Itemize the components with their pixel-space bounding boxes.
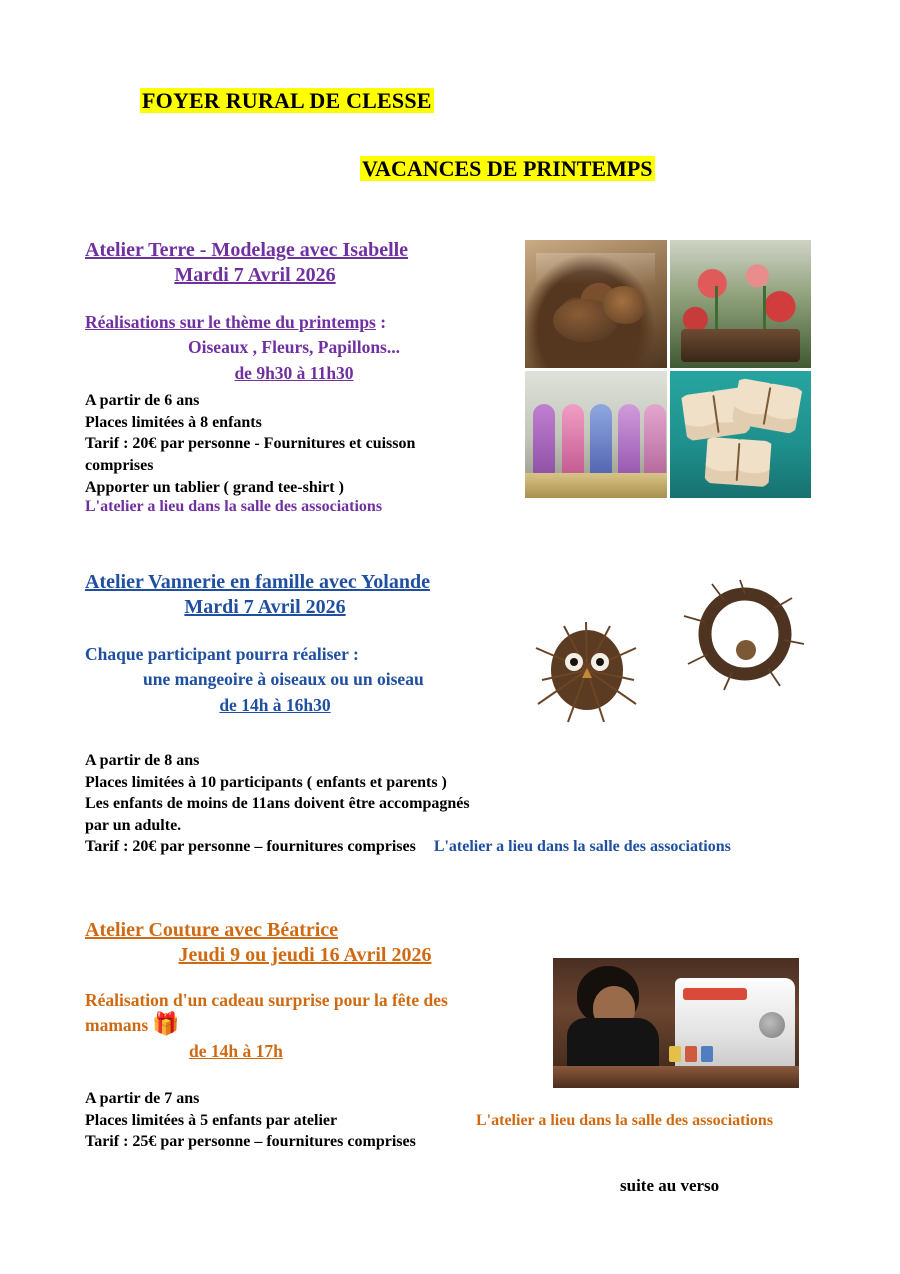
workshop-theme-label-2: mamans: [85, 1015, 149, 1036]
workshop-theme-row-2: [85, 1013, 555, 1038]
workshop-title: Atelier Couture avec Béatrice: [85, 919, 339, 941]
workshop-couture: [85, 918, 555, 1064]
workshop-terre-modelage: [85, 238, 505, 516]
workshop-location-note: L'atelier a lieu dans la salle des associations: [85, 498, 383, 516]
workshop-couture-location: [476, 1112, 773, 1130]
workshop-detail-line: Places limitées à 5 enfants par atelier: [85, 1111, 338, 1129]
workshop-detail-line: Places limitées à 10 participants ( enfants et parents ): [85, 773, 447, 791]
workshop-title: Atelier Vannerie en famille avec Yolande: [85, 571, 430, 593]
workshop-detail-line: par un adulte.: [85, 816, 182, 834]
workshop-last-line-row: [85, 836, 845, 858]
continuation-note: suite au verso: [620, 1176, 720, 1195]
workshop-detail-line: Tarif : 20€ par personne - Fournitures et cuisson: [85, 435, 416, 453]
workshop-vannerie: [85, 570, 525, 718]
workshop-theme-label: Réalisations sur le thème du printemps: [85, 312, 376, 332]
workshop-theme-items: Oiseaux , Fleurs, Papillons...: [188, 337, 400, 358]
workshop-location-note: L'atelier a lieu dans la salle des associations: [433, 838, 731, 856]
workshop-hours: de 14h à 16h30: [219, 694, 331, 715]
workshop-couture-details: [85, 1088, 485, 1153]
clay-hyacinths-photo: [525, 371, 667, 499]
wicker-wreath-photo: [680, 578, 810, 696]
clay-flowers-photo: [670, 240, 812, 368]
workshop-detail-line: A partir de 7 ans: [85, 1090, 200, 1107]
workshop-theme-suffix: :: [375, 312, 387, 332]
workshop-detail-line: A partir de 6 ans: [85, 392, 200, 410]
workshop-hours: de 14h à 17h: [189, 1040, 283, 1061]
gift-icon: 🎁: [152, 1011, 180, 1037]
page-title: FOYER RURAL DE CLESSE: [142, 88, 432, 113]
workshop-detail-line: Apporter un tablier ( grand tee-shirt ): [85, 478, 344, 496]
workshop-detail-line: A partir de 8 ans: [85, 752, 200, 769]
workshop-detail-line: comprises: [85, 456, 154, 474]
workshop-title: Atelier Terre - Modelage avec Isabelle: [85, 239, 409, 261]
workshop-detail-line: Tarif : 20€ par personne – fournitures comprises: [85, 838, 416, 856]
workshop-date: Jeudi 9 ou jeudi 16 Avril 2026: [178, 944, 432, 966]
workshop-detail-line: Places limitées à 8 enfants: [85, 413, 262, 431]
org-title-row: [140, 88, 434, 114]
workshop-location-note: L'atelier a lieu dans la salle des associations: [476, 1112, 774, 1129]
workshop-theme-row: [85, 310, 505, 335]
workshop-hours: de 9h30 à 11h30: [234, 362, 354, 383]
sewing-photo: [553, 958, 799, 1088]
wicker-owl-photo: [524, 618, 650, 728]
workshop-theme-items: une mangeoire à oiseaux ou un oiseau: [143, 669, 424, 690]
pottery-photo-collage: [525, 240, 811, 498]
clay-butterflies-photo: [670, 371, 812, 499]
clay-birds-photo: [525, 240, 667, 368]
workshop-detail-line: Tarif : 25€ par personne – fournitures comprises: [85, 1133, 416, 1151]
workshop-date: Mardi 7 Avril 2026: [184, 596, 346, 618]
season-title-row: [360, 156, 655, 182]
page-subtitle: VACANCES DE PRINTEMPS: [362, 156, 653, 181]
workshop-detail-line: Les enfants de moins de 11ans doivent être accompagnés: [85, 795, 470, 813]
workshop-theme-label: Chaque participant pourra réaliser :: [85, 644, 359, 664]
workshop-vannerie-details: [85, 750, 845, 858]
workshop-date: Mardi 7 Avril 2026: [174, 264, 336, 286]
workshop-theme-label: Réalisation d'un cadeau surprise pour la fête des: [85, 990, 448, 1010]
